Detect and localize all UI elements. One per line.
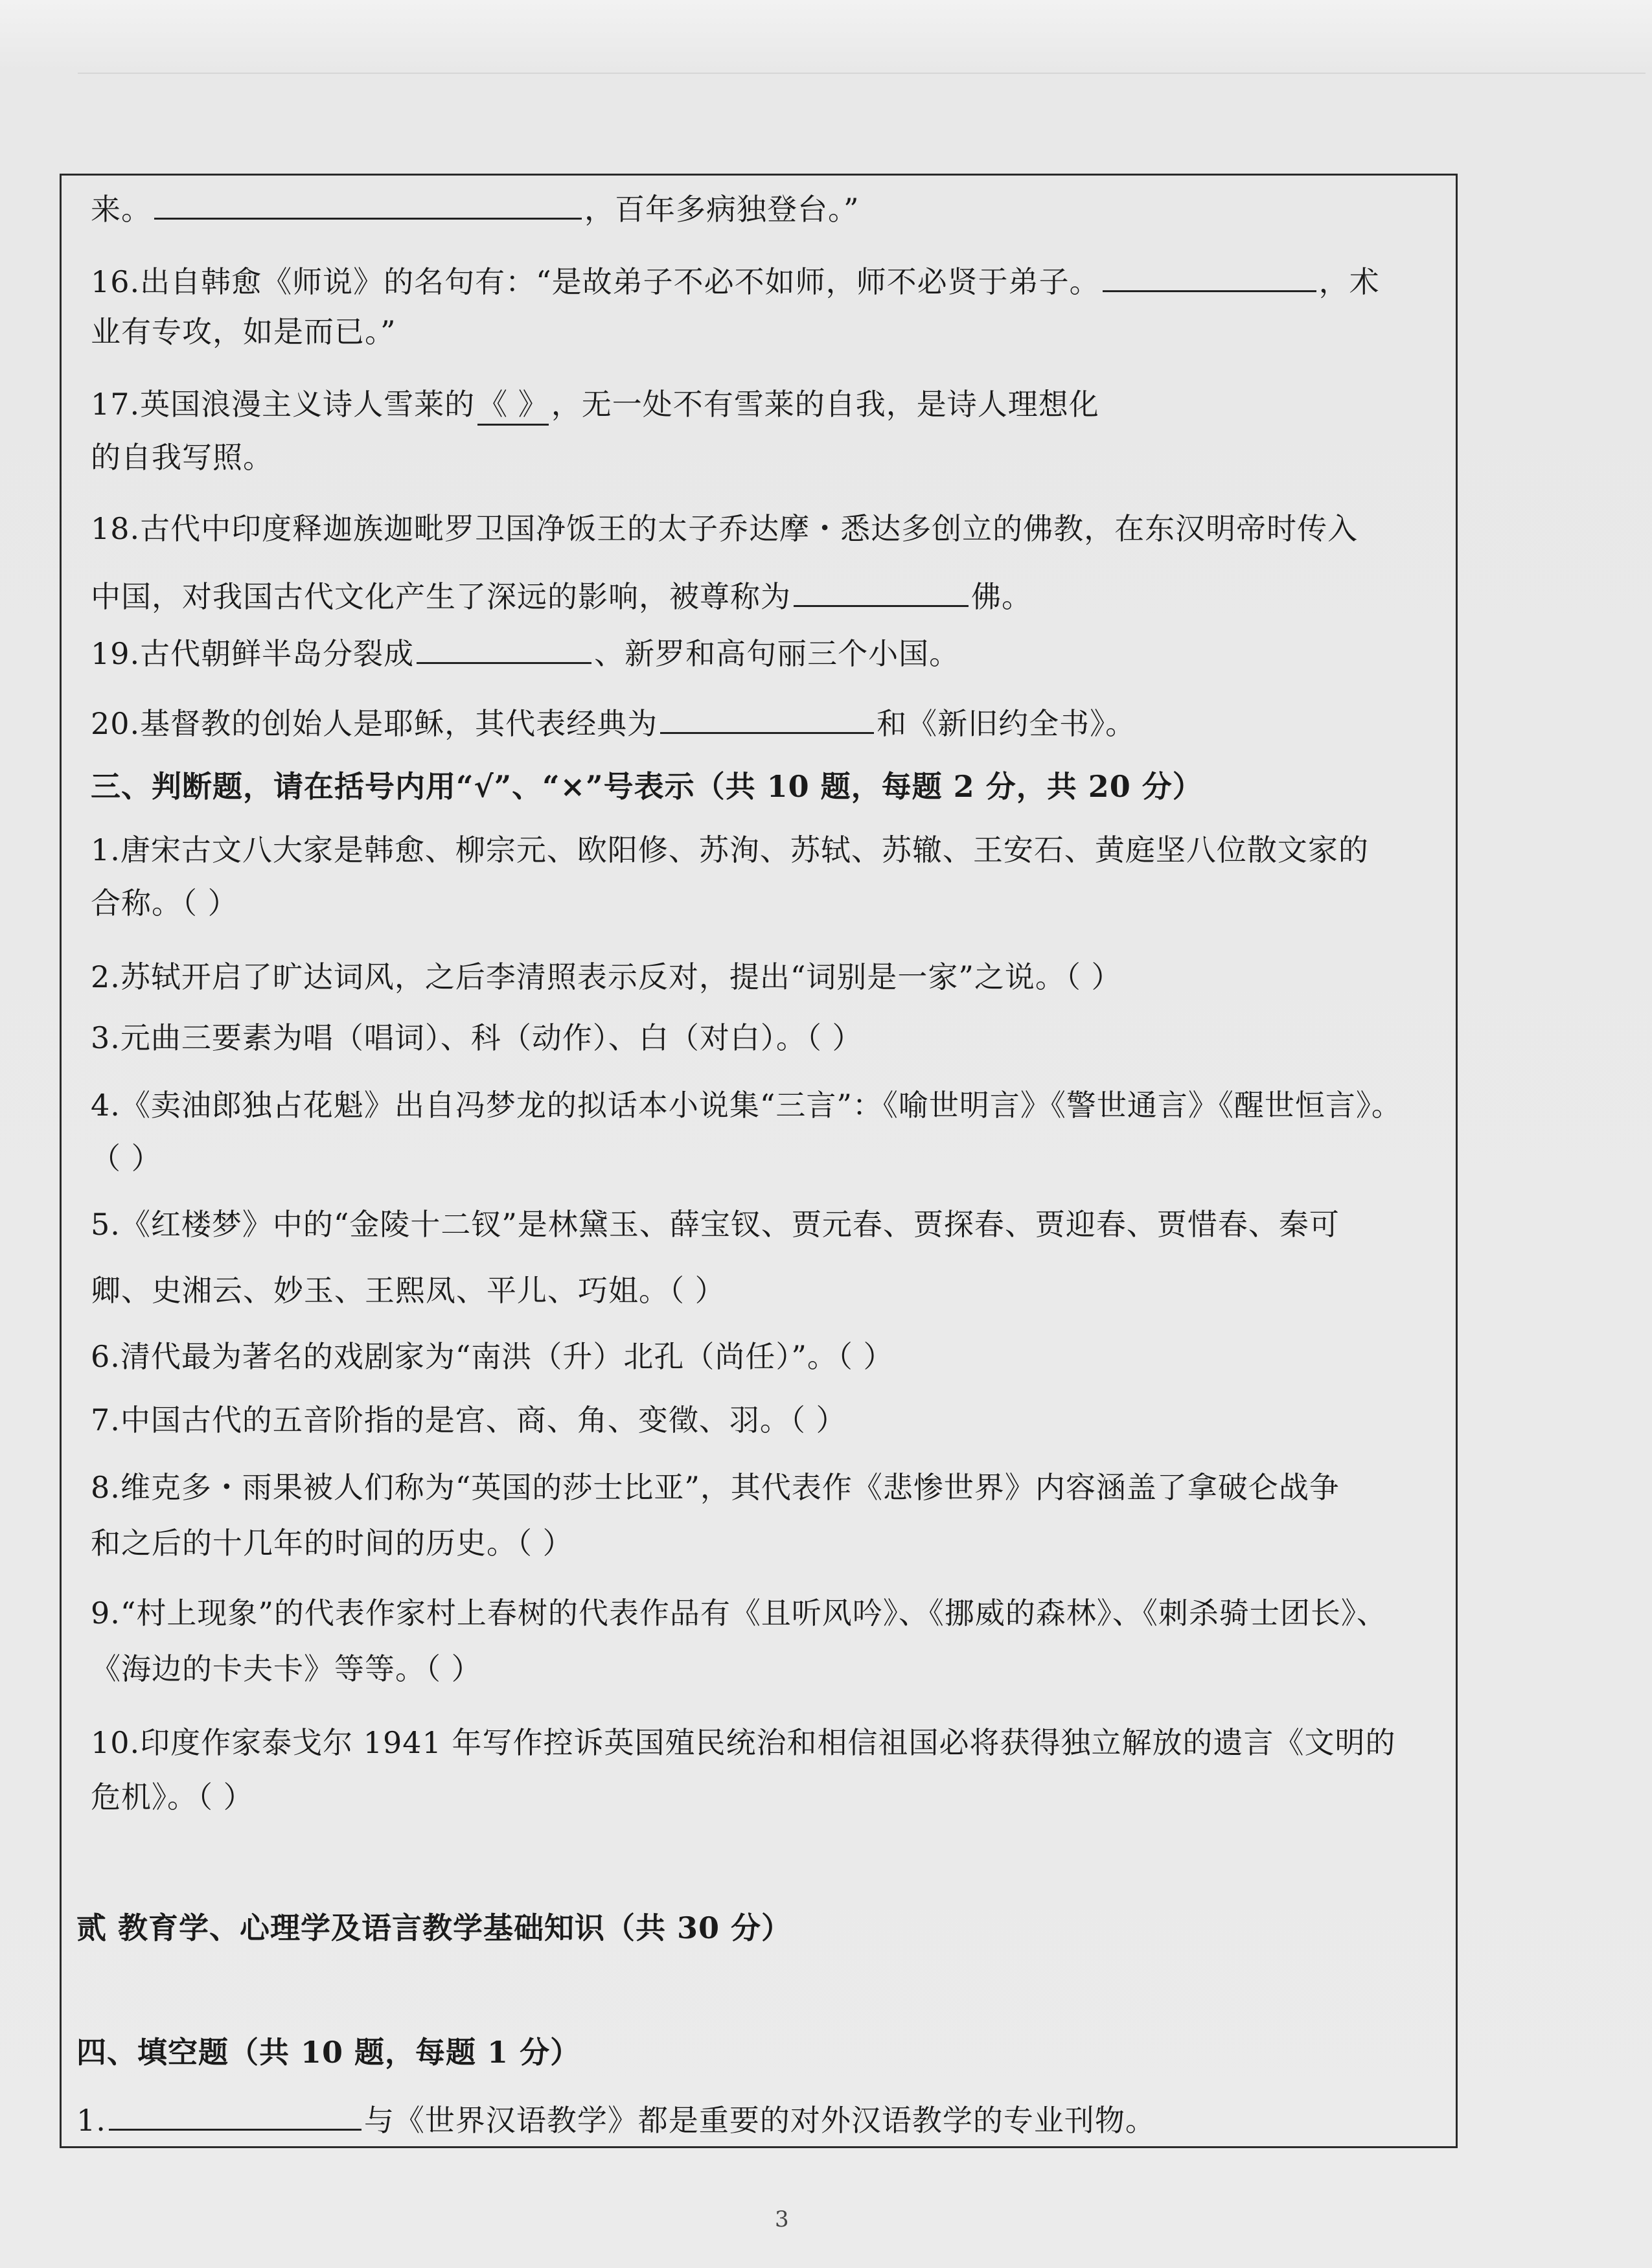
section-3-heading: 三、判断题，请在括号内用“√”、“×”号表示（共 10 题，每题 2 分，共 20 分） <box>91 769 1203 804</box>
text-segment: 19.古代朝鲜半岛分裂成 <box>91 636 415 671</box>
judge-q2: 2.苏轼开启了旷达词风，之后李清照表示反对，提出“词别是一家”之说。（ ） <box>91 959 1122 994</box>
answer-blank[interactable] <box>109 2099 361 2131</box>
text-segment: ，无一处不有雪莱的自我，是诗人理想化 <box>551 387 1099 422</box>
judge-q9: 9.“村上现象”的代表作家村上春树的代表作品有《且听风吟》、《挪威的森林》、《刺杀骑士团长》、 <box>91 1596 1387 1631</box>
text-segment: 和《新旧约全书》。 <box>877 706 1136 741</box>
question-16 <box>91 260 1380 301</box>
fill-q1 <box>76 2099 1156 2140</box>
part-2-heading: 贰 教育学、心理学及语言教学基础知识（共 30 分） <box>76 1910 792 1945</box>
judge-q8-cont: 和之后的十几年的时间的历史。（ ） <box>91 1526 573 1561</box>
answer-blank[interactable] <box>794 575 969 607</box>
judge-q10-cont: 危机》。（ ） <box>91 1780 254 1815</box>
judge-q4-cont: （ ） <box>91 1141 162 1176</box>
judge-q3: 3.元曲三要素为唱（唱词）、科（动作）、白（对白）。（ ） <box>91 1020 863 1055</box>
judge-q5-cont: 卿、史湘云、妙玉、王熙凤、平儿、巧姐。（ ） <box>91 1273 726 1308</box>
question-17-cont: 的自我写照。 <box>91 440 273 475</box>
judge-q4: 4.《卖油郎独占花魁》出自冯梦龙的拟话本小说集“三言”：《喻世明言》《警世通言》《醒世恒言》。 <box>91 1088 1402 1123</box>
text-segment: 与《世界汉语教学》都是重要的对外汉语教学的专业刊物。 <box>363 2103 1156 2138</box>
question-20 <box>91 702 1136 743</box>
answer-blank[interactable] <box>154 188 582 220</box>
question-18: 18.古代中印度释迦族迦毗罗卫国净饭王的太子乔达摩・悉达多创立的佛教，在东汉明帝时传入 <box>91 511 1359 546</box>
judge-q1: 1.唐宋古文八大家是韩愈、柳宗元、欧阳修、苏洵、苏轼、苏辙、王安石、黄庭坚八位散文家的 <box>91 832 1369 867</box>
answer-blank[interactable] <box>417 632 591 664</box>
text-segment: 佛。 <box>971 579 1032 614</box>
judge-q5: 5.《红楼梦》中的“金陵十二钗”是林黛玉、薛宝钗、贾元春、贾探春、贾迎春、贾惜春、秦可 <box>91 1207 1340 1242</box>
judge-q7: 7.中国古代的五音阶指的是宫、商、角、变徵、羽。（ ） <box>91 1403 847 1438</box>
text-segment: 20.基督教的创始人是耶稣，其代表经典为 <box>91 706 658 741</box>
question-18-cont <box>91 575 1032 616</box>
judge-q8: 8.维克多・雨果被人们称为“英国的莎士比亚”，其代表作《悲惨世界》内容涵盖了拿破仑战争 <box>91 1470 1340 1505</box>
section-4-heading: 四、填空题（共 10 题，每题 1 分） <box>76 2035 581 2070</box>
scan-fold-line <box>78 73 1646 74</box>
question-16-cont: 业有专攻，如是而已。” <box>91 314 396 349</box>
judge-q6: 6.清代最为著名的戏剧家为“南洪（升）北孔（尚任）”。（ ） <box>91 1339 894 1374</box>
text-segment: 来。 <box>91 192 152 227</box>
text-segment: ，术 <box>1318 264 1380 299</box>
question-17 <box>91 385 1099 426</box>
judge-q9-cont: 《海边的卡夫卡》等等。（ ） <box>91 1651 482 1686</box>
answer-blank[interactable] <box>1103 260 1316 292</box>
judge-q1-cont: 合称。（ ） <box>91 886 238 921</box>
text-segment: ，百年多病独登台。” <box>584 192 860 227</box>
answer-blank[interactable] <box>660 702 874 734</box>
answer-blank[interactable]: 《 》 <box>477 385 549 426</box>
fill-line-poem <box>91 188 860 229</box>
text-segment: 17.英国浪漫主义诗人雪莱的 <box>91 387 476 422</box>
question-19 <box>91 632 959 673</box>
text-segment: 中国，对我国古代文化产生了深远的影响，被尊称为 <box>91 579 791 614</box>
text-segment: 1. <box>76 2103 106 2138</box>
text-segment: 16.出自韩愈《师说》的名句有：“是故弟子不必不如师，师不必贤于弟子。 <box>91 264 1100 299</box>
page-number: 3 <box>775 2206 789 2232</box>
text-segment: 、新罗和高句丽三个小国。 <box>594 636 960 671</box>
judge-q10: 10.印度作家泰戈尔 1941 年写作控诉英国殖民统治和相信祖国必将获得独立解放的遗言《文明的 <box>91 1725 1396 1760</box>
